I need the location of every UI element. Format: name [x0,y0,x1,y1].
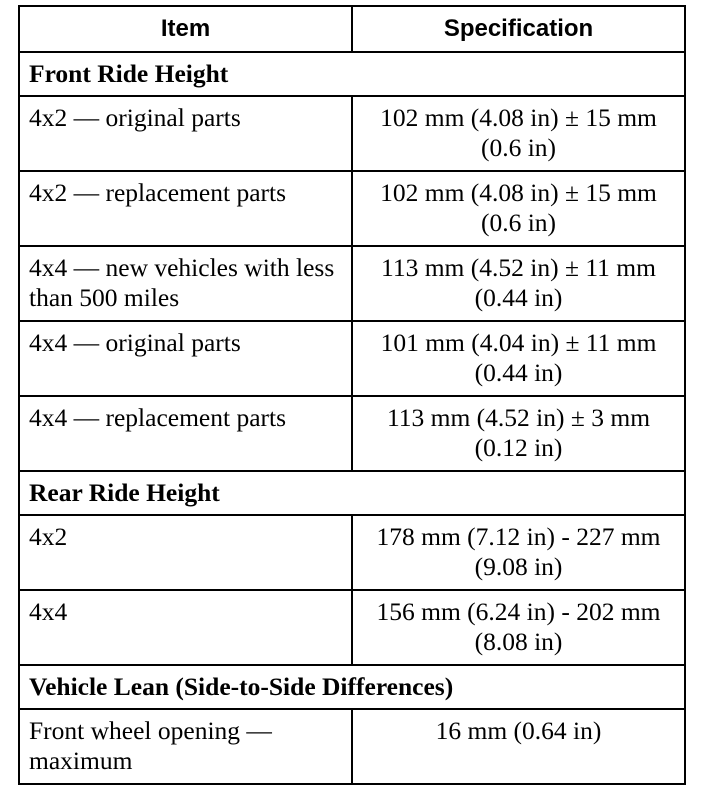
column-header-item: Item [19,6,352,52]
section-title-front-ride-height: Front Ride Height [19,52,685,96]
section-title-vehicle-lean: Vehicle Lean (Side-to-Side Differences) [19,665,685,709]
table-row [19,171,685,246]
table-row [19,96,685,171]
spec-cell: 113 mm (4.52 in) ± 3 mm (0.12 in) [352,396,685,471]
table-row [19,321,685,396]
section-title-rear-ride-height: Rear Ride Height [19,471,685,515]
spec-cell: 16 mm (0.64 in) [352,709,685,784]
item-cell: Front wheel opening — maximum [19,709,352,784]
spec-cell: 113 mm (4.52 in) ± 11 mm (0.44 in) [352,246,685,321]
section-row [19,471,685,515]
section-row [19,52,685,96]
table-row [19,396,685,471]
spec-cell: 178 mm (7.12 in) - 227 mm (9.08 in) [352,515,685,590]
item-cell: 4x4 [19,590,352,665]
header-row [19,6,685,52]
table-row [19,709,685,784]
item-cell: 4x2 — replacement parts [19,171,352,246]
item-cell: 4x4 — new vehicles with less than 500 miles [19,246,352,321]
specification-table [18,5,686,785]
spec-cell: 102 mm (4.08 in) ± 15 mm (0.6 in) [352,171,685,246]
table-row [19,515,685,590]
item-cell: 4x2 — original parts [19,96,352,171]
column-header-specification: Specification [352,6,685,52]
item-cell: 4x4 — original parts [19,321,352,396]
spec-cell: 101 mm (4.04 in) ± 11 mm (0.44 in) [352,321,685,396]
table-row [19,246,685,321]
item-cell: 4x4 — replacement parts [19,396,352,471]
table-row [19,590,685,665]
section-row [19,665,685,709]
spec-cell: 156 mm (6.24 in) - 202 mm (8.08 in) [352,590,685,665]
item-cell: 4x2 [19,515,352,590]
spec-cell: 102 mm (4.08 in) ± 15 mm (0.6 in) [352,96,685,171]
